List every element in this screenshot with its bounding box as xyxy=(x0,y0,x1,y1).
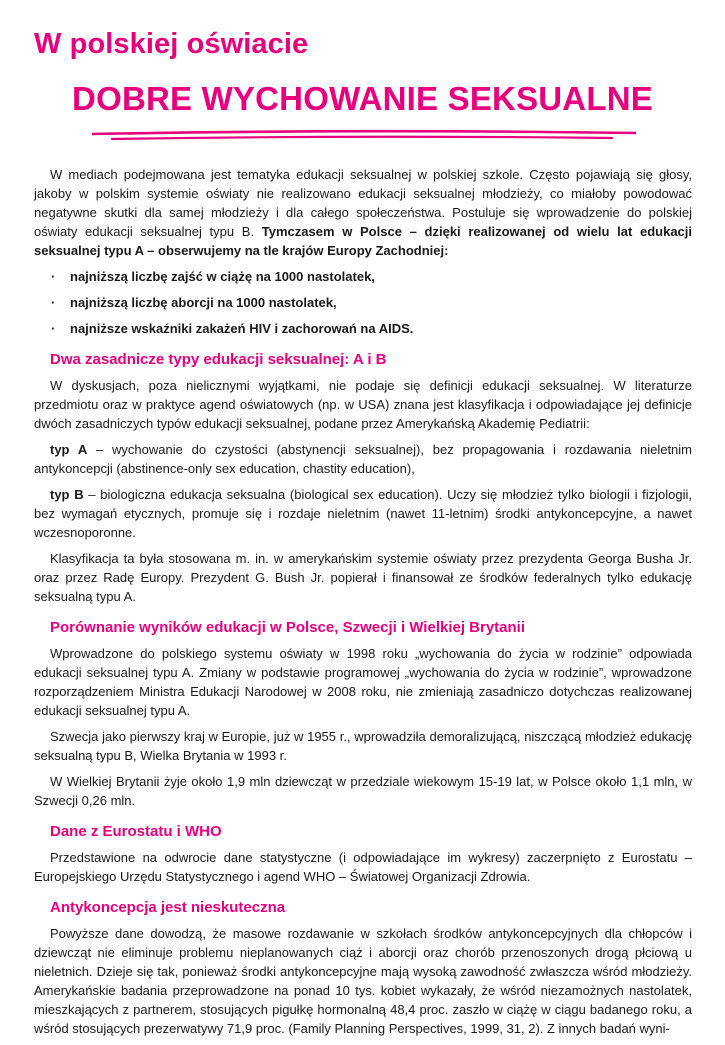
bullet-list xyxy=(34,267,692,338)
intro-text: W mediach podejmowana jest tematyka edukacji seksualnej w polskiej szkole. Często pojawiają się głosy, jakoby w polskim systemie oświaty nie realizowano edukacji seksualnej młodzieży, co miałoby powodować negatywne skutki dla samej młodzieży i dla całego społeczeństwa. Postuluje się wprowadzenie do polskiej oświaty edukacji seksualnej typu B. xyxy=(34,167,692,239)
paragraph: Szwecja jako pierwszy kraj w Europie, już w 1955 r., wprowadziła demoralizującą, niszczącą młodzież edukację seksualną typu B, Wielka Brytania w 1993 r. xyxy=(34,729,692,763)
section-heading-contraception: Antykoncepcja jest nieskuteczna xyxy=(50,899,286,916)
definition-type-a xyxy=(34,440,692,478)
intro-paragraph xyxy=(34,165,692,260)
list-item-text: najniższe wskaźniki zakażeń HIV i zachorowań na AIDS. xyxy=(70,321,414,336)
list-item xyxy=(34,267,692,286)
section-heading-eurostat: Dane z Eurostatu i WHO xyxy=(50,823,222,840)
decorative-underline xyxy=(92,128,636,144)
type-a-text: – wychowanie do czystości (abstynencji seksualnej), bez propagowania i rozdawania nieletnim antykoncepcji (abstinence-only sex education, chastity education), xyxy=(34,442,692,476)
kicker-heading: W polskiej oświacie xyxy=(34,28,309,60)
bullet-dot: · xyxy=(51,295,56,310)
section-heading-types: Dwa zasadnicze typy edukacji seksualnej: A i B xyxy=(50,351,387,368)
list-item xyxy=(34,293,692,312)
list-item xyxy=(34,319,692,338)
paragraph: W Wielkiej Brytanii żyje około 1,9 mln dziewcząt w przedziale wiekowym 15-19 lat, w Polsce około 1,1 mln, w Szwecji 0,26 mln. xyxy=(34,774,692,808)
paragraph: Powyższe dane dowodzą, że masowe rozdawanie w szkołach środków antykoncepcyjnych dla chłopców i dziewcząt nie eliminuje problemu nieplanowanych ciąż i aborcji oraz chorób przenoszonych drogą płciową u nieletnich. Dzieje się tak, ponieważ środki antykoncepcyjne mają wysoką zawodność zwłaszcza wśród młodzieży. Amerykańskie badania przeprowadzone na ponad 10 tys. kobiet wykazały, że wśród niezamożnych nastolatek, mieszkających z partnerem, stosujących pigułkę hormonalną 48,4 proc. zaszło w ciążę w ciągu badanego roku, a wśród stosujących prezerwatywy 71,9 proc. (Family Planning Perspectives, 1999, 31, 2). Z innych badań wyni- xyxy=(34,926,692,1036)
paragraph: Wprowadzone do polskiego systemu oświaty w 1998 roku „wychowania do życia w rodzinie” odpowiada edukacji seksualnej typu A. Zmiany w podstawie programowej „wychowania do życia w rodzinie”, wprowadzone rozporządzeniem Ministra Edukacji Narodowej w 2008 roku, nie zmieniają zasadniczo dotychczas realizowanej edukacji seksualnej typu A. xyxy=(34,646,692,718)
list-item-text: najniższą liczbę zajść w ciążę na 1000 nastolatek, xyxy=(70,269,375,284)
bullet-dot: · xyxy=(51,269,56,284)
paragraph: Klasyfikacja ta była stosowana m. in. w amerykańskim systemie oświaty przez prezydenta Georga Busha Jr. oraz przez Radę Europy. Prezydent G. Bush Jr. popierał i finansował ze środków federalnych tylko edukację seksualną typu A. xyxy=(34,551,692,604)
type-b-label: typ B xyxy=(50,487,84,502)
type-a-label: typ A xyxy=(50,442,88,457)
paragraph: W dyskusjach, poza nielicznymi wyjątkami, nie podaje się definicji edukacji seksualnej. W literaturze przedmiotu oraz w praktyce agend oświatowych (np. w USA) znana jest klasyfikacja i odpowiadające jej definicje dwóch zasadniczych typów edukacji seksualnej, podane przez Amerykańską Akademię Pediatrii: xyxy=(34,378,692,431)
section-heading-comparison: Porównanie wyników edukacji w Polsce, Szwecji i Wielkiej Brytanii xyxy=(50,619,526,636)
definition-type-b xyxy=(34,485,692,542)
paragraph: Przedstawione na odwrocie dane statystyczne (i odpowiadające im wykresy) zaczerpnięto z Eurostatu – Europejskiego Urzędu Statystycznego i agend WHO – Światowej Organizacji Zdrowia. xyxy=(34,850,692,884)
page-title: DOBRE WYCHOWANIE SEKSUALNE xyxy=(72,80,653,117)
type-b-text: – biologiczna edukacja seksualna (biological sex education). Uczy się młodzież tylko biologii i fizjologii, bez wymagań etycznych, promuje się i rozdaje nieletnim (nawet 11-letnim) środki antykoncepcyjne, a nawet wczesnoporonne. xyxy=(34,487,693,540)
intro-bold-text: Tymczasem w Polsce – dzięki realizowanej od wielu lat edukacji seksualnej typu A – obserwujemy na tle krajów Europy Zachodniej: xyxy=(34,224,692,258)
bullet-dot: · xyxy=(51,321,56,336)
article-body xyxy=(34,165,692,1045)
list-item-text: najniższą liczbę aborcji na 1000 nastolatek, xyxy=(70,295,337,310)
